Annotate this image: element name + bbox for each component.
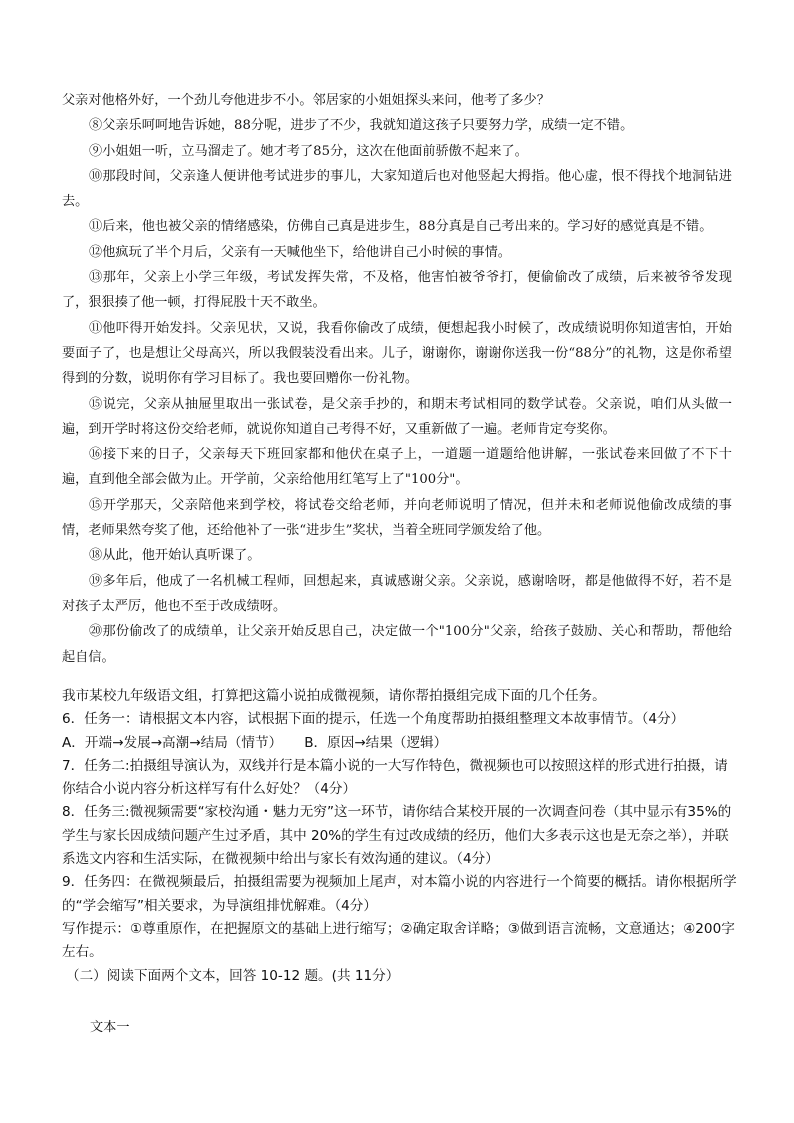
story-paragraph-8: ⑧父亲乐呵呵地告诉她，88分呢，进步了不少，我就知道这孩子只要努力学，成绩一定不错。 [89,118,634,134]
story-paragraph-18: ⑱从此，他开始认真听课了。 [89,548,261,564]
writing-hint: 写作提示：①尊重原作，在把握原文的基础上进行缩写；②确定取舍详略；③做到语言流畅，文意通达；④200字左右。 [62,920,735,961]
story-continuation: 父亲对他格外好，一个劲儿夸他进步不小。邻居家的小姐姐探头来问，他考了多少？ [62,93,550,108]
story-paragraph-17: ⑮开学那天，父亲陪他来到学校，将试卷交给老师，并向老师说明了情况，但并未和老师说他偷改成绩的事情，老师果然夸奖了他，还给他补了一张“进步生”奖状，当着全班同学颁发给了他。 [62,497,732,539]
story-paragraph-11: ⑪后来，他也被父亲的情绪感染，仿佛自己真是进步生，88分真是自己考出来的。学习好的感觉真是不错。 [89,219,713,235]
story-paragraph-12: ⑫他疯玩了半个月后，父亲有一天喊他坐下，给他讲自己小时候的事情。 [89,244,511,260]
option-b: B．原因→结果（逻辑） [304,734,448,751]
story-paragraph-20: ⑳那份偷改了的成绩单，让父亲开始反思自己，决定做一个"100分"父亲，给孩子鼓励、关心和帮助，帮他给起自信。 [62,624,732,665]
text-one-label: 文本一 [90,1020,130,1035]
story-paragraph-14: ⑪他吓得开始发抖。父亲见状，又说，我看你偷改了成绩，便想起我小时候了，改成绩说明你知道害怕，开始要面子了，也是想让父母高兴，所以我假装没看出来。儿子，谢谢你，谢谢你送我一份“88分”的礼物，这是你希望得到的分数，说明你有学习目标了。我也要回赠你一份礼物。 [62,320,732,387]
story-paragraph-10: ⑩那段时间，父亲逢人便讲他考试进步的事儿，大家知道后也对他竖起大拇指。他心虚，恨不得找个地洞钻进去。 [62,168,732,210]
story-paragraph-15: ⑮说完，父亲从抽屉里取出一张试卷，是父亲手抄的，和期末考试相同的数学试卷。父亲说，咱们从头做一遍，到开学时将这份交给老师，就说你知道自己考得不好，又重新做了一遍。老师肯定夸奖你。 [62,396,732,437]
option-a: A．开端→发展→高潮→结局（情节） [62,734,283,751]
story-paragraph-13: ⑬那年，父亲上小学三年级，考试发挥失常，不及格，他害怕被爷爷打，便偷偷改了成绩，后来被爷爷发现了，狠狠揍了他一顿，打得屁股十天不敢坐。 [62,270,732,311]
story-text [62,88,732,670]
question-6: 6．任务一：请根据文本内容，试根据下面的提示，任选一个角度帮助拍摄组整理文本故事情节。（4分） [62,711,685,728]
task-intro: 我市某校九年级语文组，打算把这篇小说拍成微视频，请你帮拍摄组完成下面的几个任务。 [62,688,606,704]
task-questions [62,685,738,988]
section-heading: （二）阅读下面两个文本，回答 10-12 题。(共 11分） [66,967,400,984]
question-7: 7．任务二:拍摄组导演认为，双线并行是本篇小说的一大写作特色，微视频也可以按照这样的形式进行拍摄，请你结合小说内容分析这样写有什么好处？（4分） [62,757,728,798]
story-paragraph-19: ⑲多年后，他成了一名机械工程师，回想起来，真诚感谢父亲。父亲说，感谢啥呀，都是他做得不好，若不是对孩子太严厉，他也不至于改成绩呀。 [62,573,732,614]
story-paragraph-9: ⑨小姐姐一听，立马溜走了。她才考了85分，这次在他面前骄傲不起来了。 [89,143,528,159]
question-6-options [62,732,738,755]
question-9: 9．任务四：在微视频最后，拍摄组需要为视频加上尾声，对本篇小说的内容进行一个简要的概括。请你根据所学的“学会缩写”相关要求，为导演组排忧解难。（4分） [62,874,737,914]
question-8: 8．任务三:微视频需要“家校沟通・魅力无穷”这一环节，请你结合某校开展的一次调查问卷（其中显示有35%的学生与家长因成绩问题产生过矛盾，其中 20%的学生有过改成绩的经历，他们大多表示这也是无奈之举），并联系选文内容和生活实际，在微视频中给出与家长有效沟通的建议。（4分） [62,804,732,868]
story-paragraph-16: ⑯接下来的日子，父亲每天下班回家都和他伏在桌子上，一道题一道题给他讲解，一张试卷来回做了不下十遍，直到他全部会做为止。开学前，父亲给他用红笔写上了"100分"。 [62,447,732,488]
